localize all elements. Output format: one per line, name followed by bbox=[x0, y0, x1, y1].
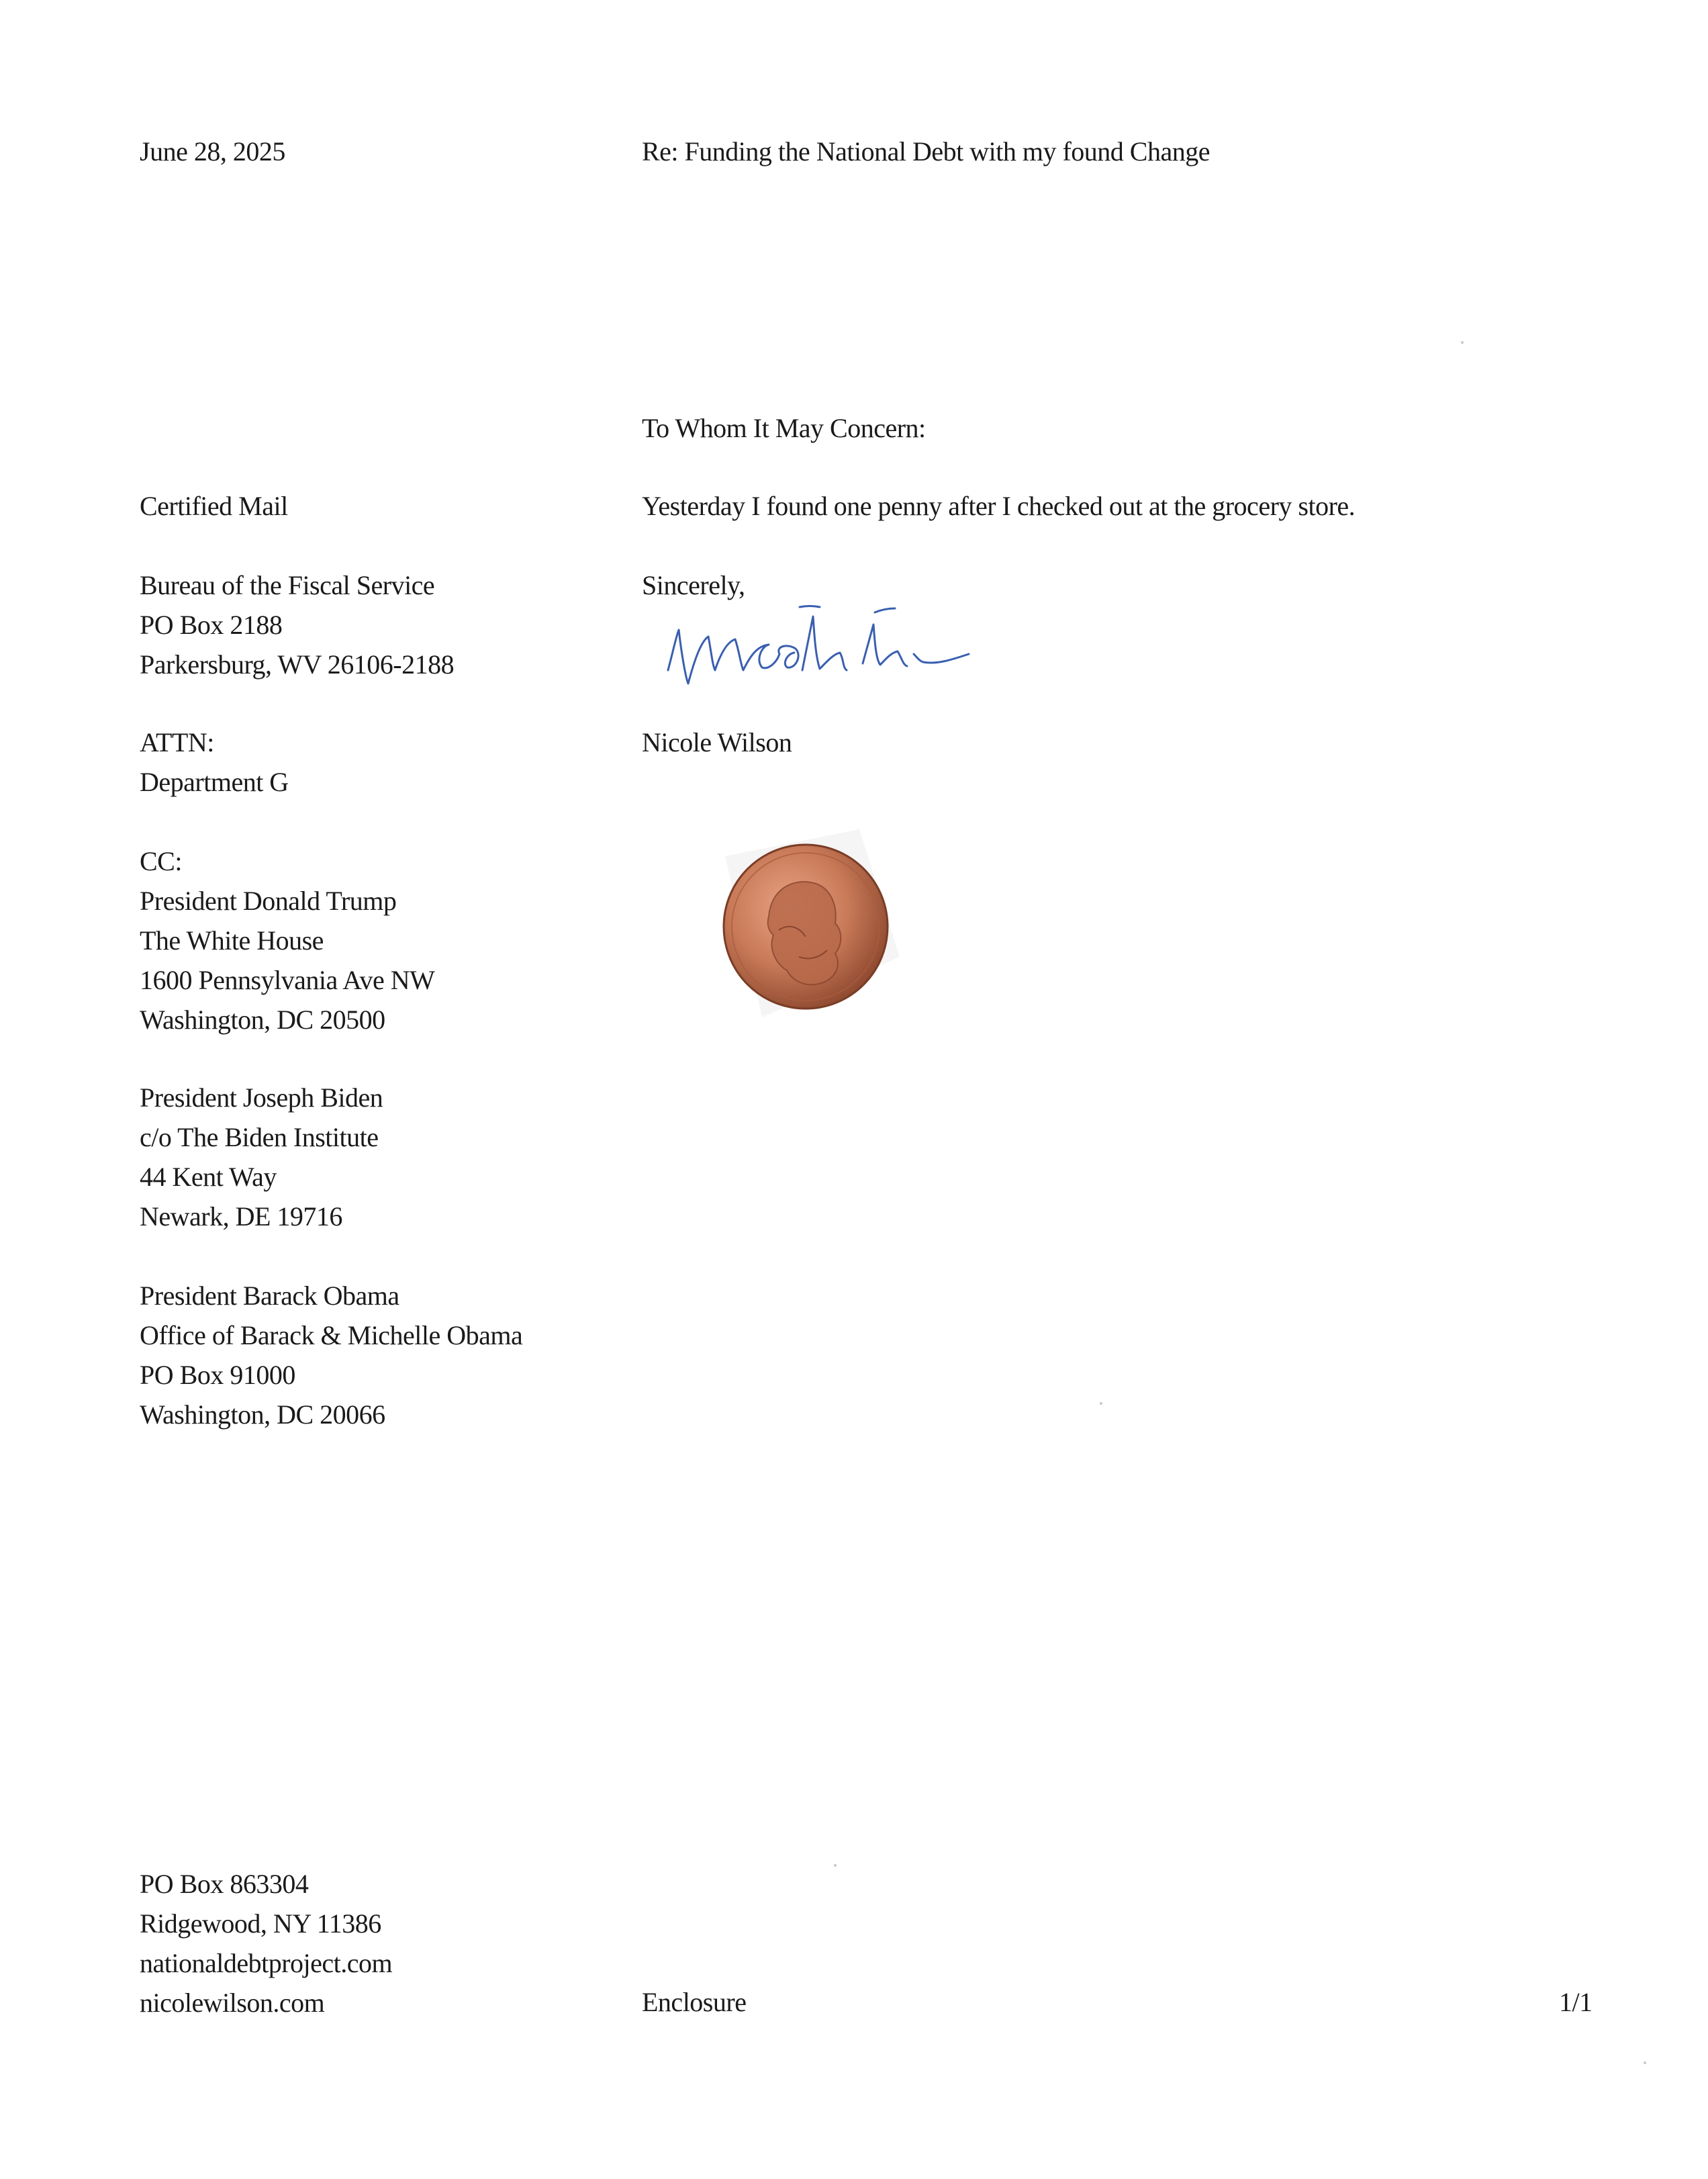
letter-subject: Re: Funding the National Debt with my found Change bbox=[642, 136, 1210, 167]
scan-speck bbox=[1644, 2061, 1646, 2064]
return-address-line: nicolewilson.com bbox=[140, 1988, 325, 2018]
cc-line: c/o The Biden Institute bbox=[140, 1122, 379, 1152]
cc-line: PO Box 91000 bbox=[140, 1360, 295, 1390]
attn-block bbox=[140, 723, 289, 802]
sender-name: Nicole Wilson bbox=[642, 727, 792, 757]
cc-line: 44 Kent Way bbox=[140, 1162, 277, 1192]
scan-speck bbox=[1461, 341, 1464, 344]
cc-trump-block bbox=[140, 841, 434, 1039]
return-address-line: PO Box 863304 bbox=[140, 1869, 309, 1899]
return-address bbox=[140, 1864, 392, 2023]
cc-line: Newark, DE 19716 bbox=[140, 1201, 342, 1232]
cc-line: President Joseph Biden bbox=[140, 1082, 383, 1113]
recipient-line: PO Box 2188 bbox=[140, 610, 283, 640]
letter-date: June 28, 2025 bbox=[140, 136, 285, 167]
scan-speck bbox=[1100, 1402, 1102, 1405]
attn-department: Department G bbox=[140, 767, 289, 797]
cc-label: CC: bbox=[140, 846, 182, 876]
mailing-method: Certified Mail bbox=[140, 491, 288, 521]
return-address-line: Ridgewood, NY 11386 bbox=[140, 1908, 381, 1939]
cc-line: Washington, DC 20500 bbox=[140, 1005, 385, 1035]
enclosure-note: Enclosure bbox=[642, 1987, 747, 2017]
recipient-line: Parkersburg, WV 26106-2188 bbox=[140, 649, 455, 680]
salutation: To Whom It May Concern: bbox=[642, 413, 926, 443]
handwritten-signature bbox=[661, 590, 984, 697]
cc-obama-block bbox=[140, 1276, 522, 1434]
recipient-address bbox=[140, 565, 454, 684]
recipient-line: Bureau of the Fiscal Service bbox=[140, 570, 435, 600]
cc-line: President Donald Trump bbox=[140, 886, 397, 916]
page-number: 1/1 bbox=[1559, 1987, 1593, 2017]
cc-line: 1600 Pennsylvania Ave NW bbox=[140, 965, 435, 995]
cc-line: Washington, DC 20066 bbox=[140, 1399, 385, 1430]
return-address-line: nationaldebtproject.com bbox=[140, 1948, 393, 1978]
cc-line: Office of Barack & Michelle Obama bbox=[140, 1320, 523, 1350]
closing: Sincerely, bbox=[642, 570, 745, 600]
scan-speck bbox=[834, 1864, 837, 1867]
cc-line: The White House bbox=[140, 925, 324, 956]
cc-line: President Barack Obama bbox=[140, 1281, 399, 1311]
attn-label: ATTN: bbox=[140, 727, 214, 757]
cc-biden-block bbox=[140, 1078, 383, 1236]
penny-image bbox=[698, 816, 913, 1031]
letter-body: Yesterday I found one penny after I checked out at the grocery store. bbox=[642, 491, 1356, 521]
